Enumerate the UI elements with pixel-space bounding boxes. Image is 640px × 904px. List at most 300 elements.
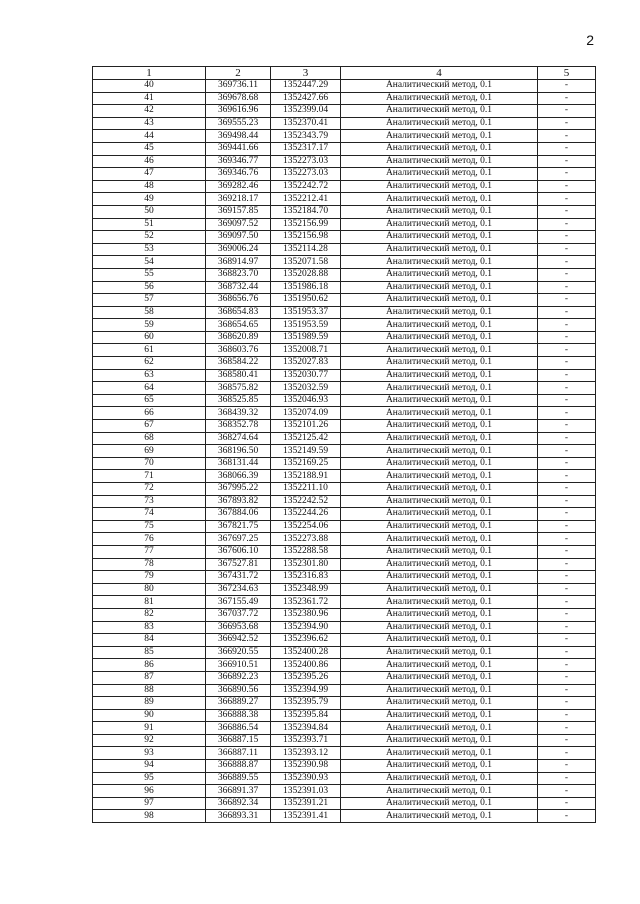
point-number-cell: 96 (93, 785, 206, 798)
point-number-cell: 73 (93, 495, 206, 508)
x-coordinate-cell: 367821.75 (206, 520, 271, 533)
y-coordinate-cell: 1352032.59 (271, 382, 341, 395)
table-row (93, 180, 596, 193)
method-cell: Аналитический метод, 0.1 (341, 105, 538, 118)
method-cell: Аналитический метод, 0.1 (341, 382, 538, 395)
accuracy-cell: - (538, 760, 596, 773)
coordinates-table (92, 66, 596, 823)
accuracy-cell: - (538, 155, 596, 168)
method-cell: Аналитический метод, 0.1 (341, 659, 538, 672)
method-cell: Аналитический метод, 0.1 (341, 483, 538, 496)
y-coordinate-cell: 1352273.88 (271, 533, 341, 546)
point-number-cell: 51 (93, 218, 206, 231)
method-cell: Аналитический метод, 0.1 (341, 785, 538, 798)
x-coordinate-cell: 368066.39 (206, 470, 271, 483)
point-number-cell: 68 (93, 432, 206, 445)
table-row (93, 772, 596, 785)
table-row (93, 357, 596, 370)
accuracy-cell: - (538, 646, 596, 659)
accuracy-cell: - (538, 545, 596, 558)
accuracy-cell: - (538, 243, 596, 256)
point-number-cell: 43 (93, 117, 206, 130)
y-coordinate-cell: 1352169.25 (271, 457, 341, 470)
table-row (93, 142, 596, 155)
table-row (93, 369, 596, 382)
table-row (93, 92, 596, 105)
table-row (93, 470, 596, 483)
table-row (93, 671, 596, 684)
accuracy-cell: - (538, 142, 596, 155)
x-coordinate-cell: 368439.32 (206, 407, 271, 420)
method-cell: Аналитический метод, 0.1 (341, 445, 538, 458)
y-coordinate-cell: 1352361.72 (271, 596, 341, 609)
table-row (93, 457, 596, 470)
method-cell: Аналитический метод, 0.1 (341, 797, 538, 810)
method-cell: Аналитический метод, 0.1 (341, 608, 538, 621)
y-coordinate-cell: 1352317.17 (271, 142, 341, 155)
method-cell: Аналитический метод, 0.1 (341, 369, 538, 382)
accuracy-cell: - (538, 659, 596, 672)
x-coordinate-cell: 367234.63 (206, 583, 271, 596)
point-number-cell: 56 (93, 281, 206, 294)
table-row (93, 810, 596, 823)
table-row (93, 205, 596, 218)
accuracy-cell: - (538, 483, 596, 496)
method-cell: Аналитический метод, 0.1 (341, 671, 538, 684)
point-number-cell: 75 (93, 520, 206, 533)
point-number-cell: 67 (93, 420, 206, 433)
y-coordinate-cell: 1352447.29 (271, 80, 341, 93)
x-coordinate-cell: 366920.55 (206, 646, 271, 659)
point-number-cell: 41 (93, 92, 206, 105)
method-cell: Аналитический метод, 0.1 (341, 596, 538, 609)
header-row (93, 67, 596, 80)
y-coordinate-cell: 1352030.77 (271, 369, 341, 382)
method-cell: Аналитический метод, 0.1 (341, 470, 538, 483)
y-coordinate-cell: 1351950.62 (271, 294, 341, 307)
accuracy-cell: - (538, 105, 596, 118)
method-cell: Аналитический метод, 0.1 (341, 432, 538, 445)
x-coordinate-cell: 367037.72 (206, 608, 271, 621)
y-coordinate-cell: 1351953.59 (271, 319, 341, 332)
method-cell: Аналитический метод, 0.1 (341, 634, 538, 647)
point-number-cell: 40 (93, 80, 206, 93)
method-cell: Аналитический метод, 0.1 (341, 130, 538, 143)
point-number-cell: 45 (93, 142, 206, 155)
method-cell: Аналитический метод, 0.1 (341, 319, 538, 332)
table-row (93, 722, 596, 735)
y-coordinate-cell: 1352380.96 (271, 608, 341, 621)
table-row (93, 483, 596, 496)
x-coordinate-cell: 366887.15 (206, 734, 271, 747)
table-row (93, 659, 596, 672)
point-number-cell: 92 (93, 734, 206, 747)
y-coordinate-cell: 1352396.62 (271, 634, 341, 647)
table-row (93, 319, 596, 332)
x-coordinate-cell: 367893.82 (206, 495, 271, 508)
x-coordinate-cell: 369678.68 (206, 92, 271, 105)
y-coordinate-cell: 1352370.41 (271, 117, 341, 130)
method-cell: Аналитический метод, 0.1 (341, 344, 538, 357)
x-coordinate-cell: 369218.17 (206, 193, 271, 206)
y-coordinate-cell: 1352149.59 (271, 445, 341, 458)
x-coordinate-cell: 367527.81 (206, 558, 271, 571)
point-number-cell: 79 (93, 571, 206, 584)
x-coordinate-cell: 369616.96 (206, 105, 271, 118)
point-number-cell: 83 (93, 621, 206, 634)
y-coordinate-cell: 1352395.84 (271, 709, 341, 722)
y-coordinate-cell: 1352391.03 (271, 785, 341, 798)
x-coordinate-cell: 366942.52 (206, 634, 271, 647)
method-cell: Аналитический метод, 0.1 (341, 256, 538, 269)
table-row (93, 621, 596, 634)
method-cell: Аналитический метод, 0.1 (341, 709, 538, 722)
point-number-cell: 81 (93, 596, 206, 609)
accuracy-cell: - (538, 205, 596, 218)
y-coordinate-cell: 1352046.93 (271, 394, 341, 407)
method-cell: Аналитический метод, 0.1 (341, 772, 538, 785)
accuracy-cell: - (538, 357, 596, 370)
table-row (93, 583, 596, 596)
y-coordinate-cell: 1352391.21 (271, 797, 341, 810)
accuracy-cell: - (538, 268, 596, 281)
x-coordinate-cell: 369346.76 (206, 168, 271, 181)
table-row (93, 445, 596, 458)
table-row (93, 331, 596, 344)
point-number-cell: 57 (93, 294, 206, 307)
y-coordinate-cell: 1352393.12 (271, 747, 341, 760)
x-coordinate-cell: 368914.97 (206, 256, 271, 269)
point-number-cell: 88 (93, 684, 206, 697)
point-number-cell: 71 (93, 470, 206, 483)
accuracy-cell: - (538, 495, 596, 508)
x-coordinate-cell: 368603.76 (206, 344, 271, 357)
y-coordinate-cell: 1352400.86 (271, 659, 341, 672)
table-row (93, 281, 596, 294)
method-cell: Аналитический метод, 0.1 (341, 508, 538, 521)
table-row (93, 105, 596, 118)
table-row (93, 231, 596, 244)
accuracy-cell: - (538, 193, 596, 206)
point-number-cell: 47 (93, 168, 206, 181)
table-row (93, 243, 596, 256)
accuracy-cell: - (538, 520, 596, 533)
x-coordinate-cell: 367884.06 (206, 508, 271, 521)
table-row (93, 117, 596, 130)
point-number-cell: 46 (93, 155, 206, 168)
point-number-cell: 63 (93, 369, 206, 382)
accuracy-cell: - (538, 180, 596, 193)
x-coordinate-cell: 367697.25 (206, 533, 271, 546)
x-coordinate-cell: 366910.51 (206, 659, 271, 672)
accuracy-cell: - (538, 445, 596, 458)
method-cell: Аналитический метод, 0.1 (341, 268, 538, 281)
point-number-cell: 42 (93, 105, 206, 118)
table-row (93, 596, 596, 609)
point-number-cell: 82 (93, 608, 206, 621)
method-cell: Аналитический метод, 0.1 (341, 457, 538, 470)
y-coordinate-cell: 1352390.98 (271, 760, 341, 773)
point-number-cell: 74 (93, 508, 206, 521)
method-cell: Аналитический метод, 0.1 (341, 571, 538, 584)
y-coordinate-cell: 1352399.04 (271, 105, 341, 118)
method-cell: Аналитический метод, 0.1 (341, 760, 538, 773)
accuracy-cell: - (538, 785, 596, 798)
x-coordinate-cell: 368620.89 (206, 331, 271, 344)
accuracy-cell: - (538, 596, 596, 609)
y-coordinate-cell: 1352393.71 (271, 734, 341, 747)
method-cell: Аналитический метод, 0.1 (341, 646, 538, 659)
method-cell: Аналитический метод, 0.1 (341, 243, 538, 256)
x-coordinate-cell: 367995.22 (206, 483, 271, 496)
y-coordinate-cell: 1352395.79 (271, 697, 341, 710)
y-coordinate-cell: 1352273.03 (271, 168, 341, 181)
y-coordinate-cell: 1352125.42 (271, 432, 341, 445)
y-coordinate-cell: 1352212.41 (271, 193, 341, 206)
y-coordinate-cell: 1352071.58 (271, 256, 341, 269)
point-number-cell: 78 (93, 558, 206, 571)
table-row (93, 432, 596, 445)
header-col-5: 5 (538, 67, 596, 80)
y-coordinate-cell: 1352188.91 (271, 470, 341, 483)
method-cell: Аналитический метод, 0.1 (341, 697, 538, 710)
accuracy-cell: - (538, 734, 596, 747)
y-coordinate-cell: 1352394.84 (271, 722, 341, 735)
table-row (93, 520, 596, 533)
x-coordinate-cell: 368131.44 (206, 457, 271, 470)
point-number-cell: 89 (93, 697, 206, 710)
point-number-cell: 90 (93, 709, 206, 722)
accuracy-cell: - (538, 810, 596, 823)
table-row (93, 646, 596, 659)
table-row (93, 168, 596, 181)
y-coordinate-cell: 1352008.71 (271, 344, 341, 357)
point-number-cell: 54 (93, 256, 206, 269)
method-cell: Аналитический метод, 0.1 (341, 294, 538, 307)
x-coordinate-cell: 368656.76 (206, 294, 271, 307)
accuracy-cell: - (538, 319, 596, 332)
y-coordinate-cell: 1352394.99 (271, 684, 341, 697)
accuracy-cell: - (538, 634, 596, 647)
point-number-cell: 59 (93, 319, 206, 332)
method-cell: Аналитический метод, 0.1 (341, 407, 538, 420)
table-row (93, 495, 596, 508)
y-coordinate-cell: 1352390.93 (271, 772, 341, 785)
x-coordinate-cell: 369097.50 (206, 231, 271, 244)
method-cell: Аналитический метод, 0.1 (341, 231, 538, 244)
accuracy-cell: - (538, 797, 596, 810)
x-coordinate-cell: 366893.31 (206, 810, 271, 823)
y-coordinate-cell: 1352156.99 (271, 218, 341, 231)
accuracy-cell: - (538, 457, 596, 470)
x-coordinate-cell: 366890.56 (206, 684, 271, 697)
x-coordinate-cell: 366892.34 (206, 797, 271, 810)
method-cell: Аналитический метод, 0.1 (341, 306, 538, 319)
point-number-cell: 91 (93, 722, 206, 735)
y-coordinate-cell: 1352242.72 (271, 180, 341, 193)
x-coordinate-cell: 366888.87 (206, 760, 271, 773)
point-number-cell: 70 (93, 457, 206, 470)
method-cell: Аналитический метод, 0.1 (341, 734, 538, 747)
point-number-cell: 80 (93, 583, 206, 596)
accuracy-cell: - (538, 306, 596, 319)
table-row (93, 420, 596, 433)
x-coordinate-cell: 366887.11 (206, 747, 271, 760)
x-coordinate-cell: 368823.70 (206, 268, 271, 281)
method-cell: Аналитический метод, 0.1 (341, 747, 538, 760)
accuracy-cell: - (538, 80, 596, 93)
point-number-cell: 94 (93, 760, 206, 773)
point-number-cell: 95 (93, 772, 206, 785)
table-row (93, 218, 596, 231)
accuracy-cell: - (538, 117, 596, 130)
accuracy-cell: - (538, 294, 596, 307)
table-row (93, 533, 596, 546)
y-coordinate-cell: 1352273.03 (271, 155, 341, 168)
accuracy-cell: - (538, 772, 596, 785)
table-row (93, 407, 596, 420)
accuracy-cell: - (538, 470, 596, 483)
x-coordinate-cell: 368580.41 (206, 369, 271, 382)
table-row (93, 508, 596, 521)
accuracy-cell: - (538, 281, 596, 294)
x-coordinate-cell: 369441.66 (206, 142, 271, 155)
accuracy-cell: - (538, 709, 596, 722)
x-coordinate-cell: 369498.44 (206, 130, 271, 143)
accuracy-cell: - (538, 231, 596, 244)
accuracy-cell: - (538, 747, 596, 760)
point-number-cell: 50 (93, 205, 206, 218)
table-row (93, 344, 596, 357)
x-coordinate-cell: 366888.38 (206, 709, 271, 722)
method-cell: Аналитический метод, 0.1 (341, 722, 538, 735)
x-coordinate-cell: 368584.22 (206, 357, 271, 370)
y-coordinate-cell: 1352028.88 (271, 268, 341, 281)
accuracy-cell: - (538, 218, 596, 231)
accuracy-cell: - (538, 671, 596, 684)
accuracy-cell: - (538, 344, 596, 357)
x-coordinate-cell: 367155.49 (206, 596, 271, 609)
y-coordinate-cell: 1351986.18 (271, 281, 341, 294)
y-coordinate-cell: 1352348.99 (271, 583, 341, 596)
x-coordinate-cell: 368575.82 (206, 382, 271, 395)
method-cell: Аналитический метод, 0.1 (341, 193, 538, 206)
x-coordinate-cell: 369282.46 (206, 180, 271, 193)
y-coordinate-cell: 1351989.59 (271, 331, 341, 344)
table-row (93, 797, 596, 810)
accuracy-cell: - (538, 407, 596, 420)
method-cell: Аналитический метод, 0.1 (341, 495, 538, 508)
x-coordinate-cell: 366889.27 (206, 697, 271, 710)
method-cell: Аналитический метод, 0.1 (341, 684, 538, 697)
y-coordinate-cell: 1352027.83 (271, 357, 341, 370)
point-number-cell: 55 (93, 268, 206, 281)
y-coordinate-cell: 1352244.26 (271, 508, 341, 521)
method-cell: Аналитический метод, 0.1 (341, 80, 538, 93)
method-cell: Аналитический метод, 0.1 (341, 583, 538, 596)
method-cell: Аналитический метод, 0.1 (341, 205, 538, 218)
x-coordinate-cell: 366891.37 (206, 785, 271, 798)
table-row (93, 734, 596, 747)
y-coordinate-cell: 1351953.37 (271, 306, 341, 319)
point-number-cell: 53 (93, 243, 206, 256)
y-coordinate-cell: 1352101.26 (271, 420, 341, 433)
point-number-cell: 44 (93, 130, 206, 143)
point-number-cell: 85 (93, 646, 206, 659)
method-cell: Аналитический метод, 0.1 (341, 117, 538, 130)
accuracy-cell: - (538, 382, 596, 395)
x-coordinate-cell: 368274.64 (206, 432, 271, 445)
table-row (93, 709, 596, 722)
method-cell: Аналитический метод, 0.1 (341, 142, 538, 155)
point-number-cell: 87 (93, 671, 206, 684)
accuracy-cell: - (538, 621, 596, 634)
method-cell: Аналитический метод, 0.1 (341, 520, 538, 533)
y-coordinate-cell: 1352316.83 (271, 571, 341, 584)
accuracy-cell: - (538, 571, 596, 584)
header-col-3: 3 (271, 67, 341, 80)
accuracy-cell: - (538, 256, 596, 269)
y-coordinate-cell: 1352254.06 (271, 520, 341, 533)
point-number-cell: 76 (93, 533, 206, 546)
table-row (93, 306, 596, 319)
x-coordinate-cell: 369157.85 (206, 205, 271, 218)
point-number-cell: 69 (93, 445, 206, 458)
y-coordinate-cell: 1352394.90 (271, 621, 341, 634)
accuracy-cell: - (538, 130, 596, 143)
point-number-cell: 93 (93, 747, 206, 760)
x-coordinate-cell: 368196.50 (206, 445, 271, 458)
y-coordinate-cell: 1352184.70 (271, 205, 341, 218)
method-cell: Аналитический метод, 0.1 (341, 420, 538, 433)
y-coordinate-cell: 1352074.09 (271, 407, 341, 420)
y-coordinate-cell: 1352343.79 (271, 130, 341, 143)
x-coordinate-cell: 369006.24 (206, 243, 271, 256)
y-coordinate-cell: 1352114.28 (271, 243, 341, 256)
y-coordinate-cell: 1352211.10 (271, 483, 341, 496)
point-number-cell: 60 (93, 331, 206, 344)
table-header (93, 67, 596, 80)
point-number-cell: 48 (93, 180, 206, 193)
point-number-cell: 98 (93, 810, 206, 823)
point-number-cell: 58 (93, 306, 206, 319)
y-coordinate-cell: 1352391.41 (271, 810, 341, 823)
y-coordinate-cell: 1352395.26 (271, 671, 341, 684)
method-cell: Аналитический метод, 0.1 (341, 545, 538, 558)
x-coordinate-cell: 366953.68 (206, 621, 271, 634)
method-cell: Аналитический метод, 0.1 (341, 810, 538, 823)
table-row (93, 608, 596, 621)
accuracy-cell: - (538, 608, 596, 621)
method-cell: Аналитический метод, 0.1 (341, 533, 538, 546)
accuracy-cell: - (538, 420, 596, 433)
accuracy-cell: - (538, 697, 596, 710)
point-number-cell: 84 (93, 634, 206, 647)
y-coordinate-cell: 1352301.80 (271, 558, 341, 571)
method-cell: Аналитический метод, 0.1 (341, 621, 538, 634)
accuracy-cell: - (538, 722, 596, 735)
table-row (93, 268, 596, 281)
page-number: 2 (586, 32, 594, 48)
accuracy-cell: - (538, 684, 596, 697)
y-coordinate-cell: 1352288.58 (271, 545, 341, 558)
x-coordinate-cell: 368732.44 (206, 281, 271, 294)
method-cell: Аналитический метод, 0.1 (341, 394, 538, 407)
table-row (93, 760, 596, 773)
method-cell: Аналитический метод, 0.1 (341, 558, 538, 571)
x-coordinate-cell: 366886.54 (206, 722, 271, 735)
header-col-2: 2 (206, 67, 271, 80)
